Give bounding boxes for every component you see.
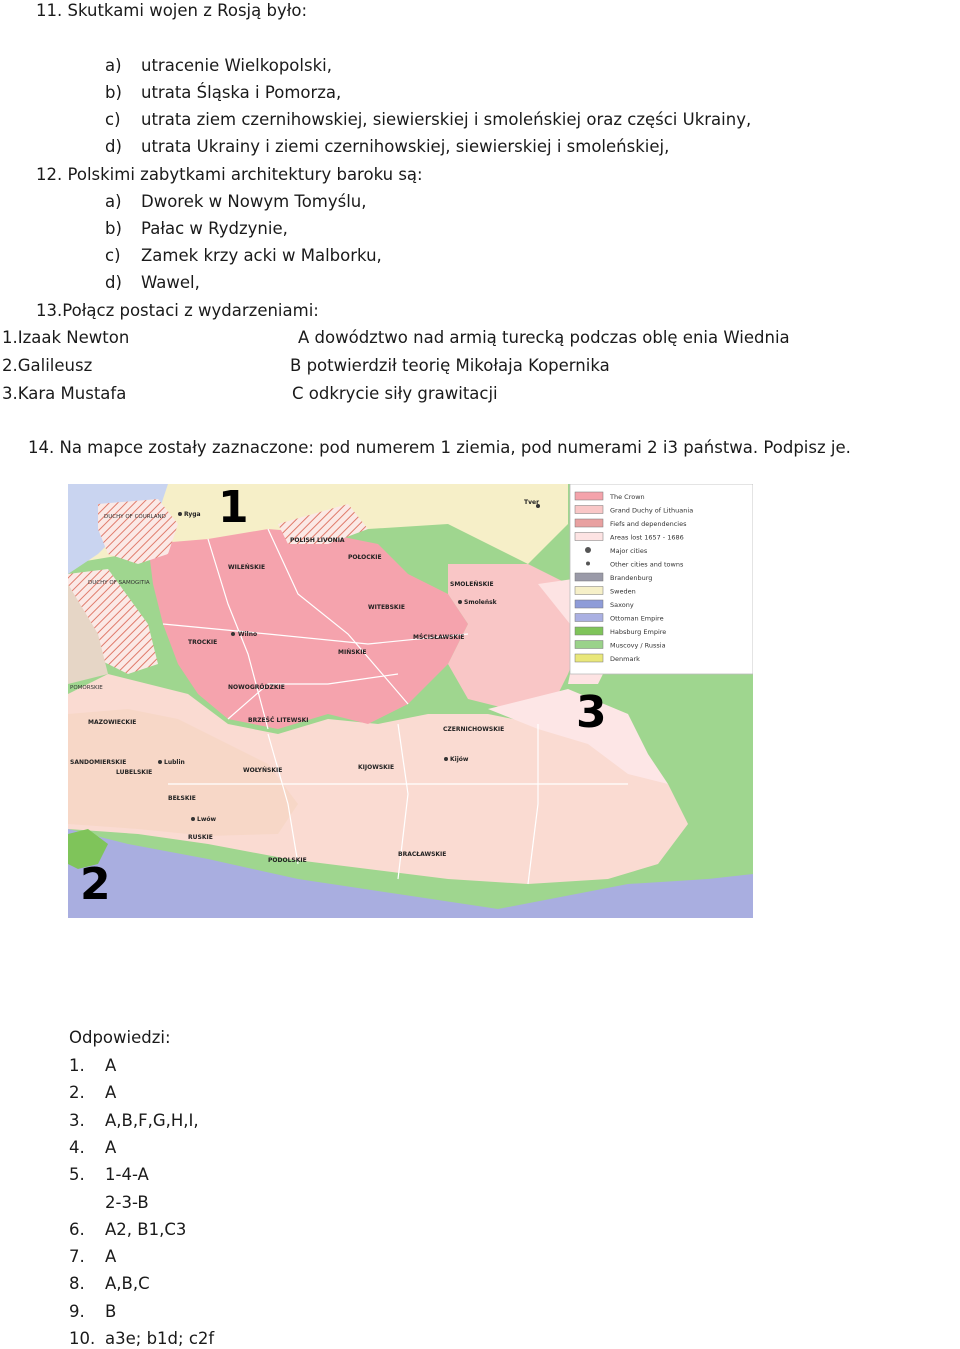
city-label: Smoleńsk [464,599,497,606]
answer-item [69,1083,116,1103]
option-text: utrata Śląska i Pomorza, [141,83,342,102]
answer-item [69,1111,199,1131]
legend-label: Saxony [610,601,634,609]
answer-item [69,1220,186,1240]
answer-number: 8. [69,1274,85,1293]
answer-number: 6. [69,1220,85,1239]
legend-swatch [575,533,603,541]
q12-option-d [105,273,200,293]
region-label: DUCHY OF SAMOGITIA [88,580,150,586]
answer-text: A [105,1138,117,1157]
option-text: utracenie Wielkopolski, [141,56,332,75]
city-label: Tver [524,499,540,506]
answer-text: A,B,C [105,1274,150,1293]
region-label: POŁOCKIE [348,554,382,561]
legend-swatch [575,654,603,662]
answer-number: 9. [69,1302,85,1321]
legend-label: The Crown [610,493,645,501]
answer-number: 2. [69,1083,85,1102]
legend-swatch [575,506,603,514]
legend-label: Other cities and towns [610,560,684,569]
legend-label: Denmark [610,655,640,663]
region-label: WILEŃSKIE [228,564,266,571]
city-dot [444,757,448,761]
answer-text: 2-3-B [105,1193,149,1212]
option-text: utrata Ukrainy i ziemi czernihowskiej, siewierskiej i smoleńskiej, [141,137,670,156]
legend-label: Brandenburg [610,574,653,582]
q12-option-c [105,246,382,266]
city-dot [458,600,462,604]
answer-number: 5. [69,1165,85,1184]
legend-swatch [575,641,603,649]
answers-title: Odpowiedzi: [69,1028,171,1047]
region-label: BEŁSKIE [168,795,196,802]
legend-swatch [575,587,603,595]
city-label: Lublin [164,759,185,766]
region-label: POMORSKIE [70,685,103,691]
q12-option-a [105,192,367,212]
region-label: SANDOMIERSKIE [70,759,127,766]
option-letter: c) [105,110,121,129]
city-dot [231,632,235,636]
region-label: NOWOGRÓDZKIE [228,684,285,691]
legend-label: Ottoman Empire [610,614,664,623]
answer-item [69,1247,116,1267]
legend-swatch [575,627,603,635]
region-label: MŚCISŁAWSKIE [413,634,465,641]
option-letter: a) [105,192,122,211]
answer-text: A [105,1247,117,1266]
option-text: Pałac w Rydzynie, [141,219,288,238]
legend-swatch [586,562,590,566]
q11-option-c [105,110,751,130]
answer-text: A,B,F,G,H,I, [105,1111,199,1130]
option-letter: b) [105,83,122,102]
region-label: MAZOWIECKIE [88,719,137,726]
city-label: Ryga [184,511,201,518]
answer-number: 3. [69,1111,85,1130]
legend-label: Habsburg Empire [610,628,667,636]
option-letter: d) [105,137,122,156]
q11-title: 11. Skutkami wojen z Rosją było: [36,1,308,20]
legend-label: Fiefs and dependencies [610,520,687,528]
region-label: KIJOWSKIE [358,764,395,771]
legend-label: Major cities [610,547,648,555]
marker-3: 3 [576,687,607,738]
answer-number: 4. [69,1138,85,1157]
q11-option-d [105,137,669,157]
q12-option-b [105,219,288,239]
region-label: RUSKIE [188,834,213,841]
option-letter: b) [105,219,122,238]
answer-item [69,1165,149,1185]
legend-label: Muscovy / Russia [610,641,666,650]
answer-number: 1. [69,1056,85,1075]
legend-label: Areas lost 1657 - 1686 [610,533,684,542]
region-label: BRACŁAWSKIE [398,851,447,858]
q14-title: 14. Na mapce zostały zaznaczone: pod numerem 1 ziemia, pod numerami 2 i3 państwa. Podpisz je. [28,438,851,457]
option-letter: c) [105,246,121,265]
q11-option-b [105,83,341,103]
q13-event-a: A dowództwo nad armią turecką podczas oblę enia Wiednia [298,328,790,347]
legend-label: Sweden [610,587,636,596]
answer-item [69,1302,116,1322]
q13-title: 13.Połącz postaci z wydarzeniami: [36,301,319,320]
legend-label: Grand Duchy of Lithuania [610,506,694,515]
option-text: Wawel, [141,273,200,292]
city-dot [178,512,182,516]
q13-person-3: 3.Kara Mustafa [2,384,127,403]
region-label: BRZEŚĆ LITEWSKI [248,717,309,724]
historical-map [68,484,753,918]
legend-swatch [585,547,591,553]
answer-text: A [105,1083,117,1102]
q11-option-a [105,56,332,76]
map-svg [68,484,753,918]
answer-text: 1-4-A [105,1165,149,1184]
region-label: TROCKIE [188,639,218,646]
region-label: LUBELSKIE [116,769,153,776]
legend-swatch [575,614,603,622]
region-label: PODOLSKIE [268,857,307,864]
answer-item [69,1056,116,1076]
answer-number: 7. [69,1247,85,1266]
region-label: MIŃSKIE [338,649,367,656]
q12-title: 12. Polskimi zabytkami architektury baroku są: [36,165,423,184]
region-label: SMOLEŃSKIE [450,581,494,588]
answer-item [69,1138,116,1158]
region-label: WITEBSKIE [368,604,405,611]
answer-text: A2, B1,C3 [105,1220,187,1239]
city-dot [191,817,195,821]
answer-text: A [105,1056,117,1075]
option-text: Zamek krzy acki w Malborku, [141,246,382,265]
city-dot [158,760,162,764]
q13-event-c: C odkrycie siły grawitacji [292,384,498,403]
option-letter: a) [105,56,122,75]
answer-text: a3e; b1d; c2f [105,1329,215,1348]
answer-text: B [105,1302,117,1321]
legend-swatch [575,573,603,581]
q13-event-b: B potwierdził teorię Mikołaja Kopernika [290,356,610,375]
option-text: utrata ziem czernihowskiej, siewierskiej i smoleńskiej oraz części Ukrainy, [141,110,752,129]
region-label: CZERNICHOWSKIE [443,726,505,733]
answer-number: 10. [69,1329,96,1348]
city-label: Kijów [450,756,469,763]
city-label: Wilno [238,631,258,638]
marker-1: 1 [218,484,249,533]
legend-swatch [575,600,603,608]
q13-person-1: 1.Izaak Newton [2,328,130,347]
option-letter: d) [105,273,122,292]
option-text: Dworek w Nowym Tomyślu, [141,192,367,211]
q13-person-2: 2.Galileusz [2,356,93,375]
legend-swatch [575,492,603,500]
marker-2: 2 [80,859,111,910]
legend-swatch [575,519,603,527]
answer-item [69,1329,214,1349]
answer-item [69,1274,150,1294]
city-label: Lwów [197,816,217,823]
answer-item [69,1193,149,1213]
region-label: WOŁYŃSKIE [243,767,283,774]
map-legend [570,484,753,674]
region-label: DUCHY OF COURLAND [104,514,166,520]
region-label: POLISH LIVONIA [290,537,345,544]
